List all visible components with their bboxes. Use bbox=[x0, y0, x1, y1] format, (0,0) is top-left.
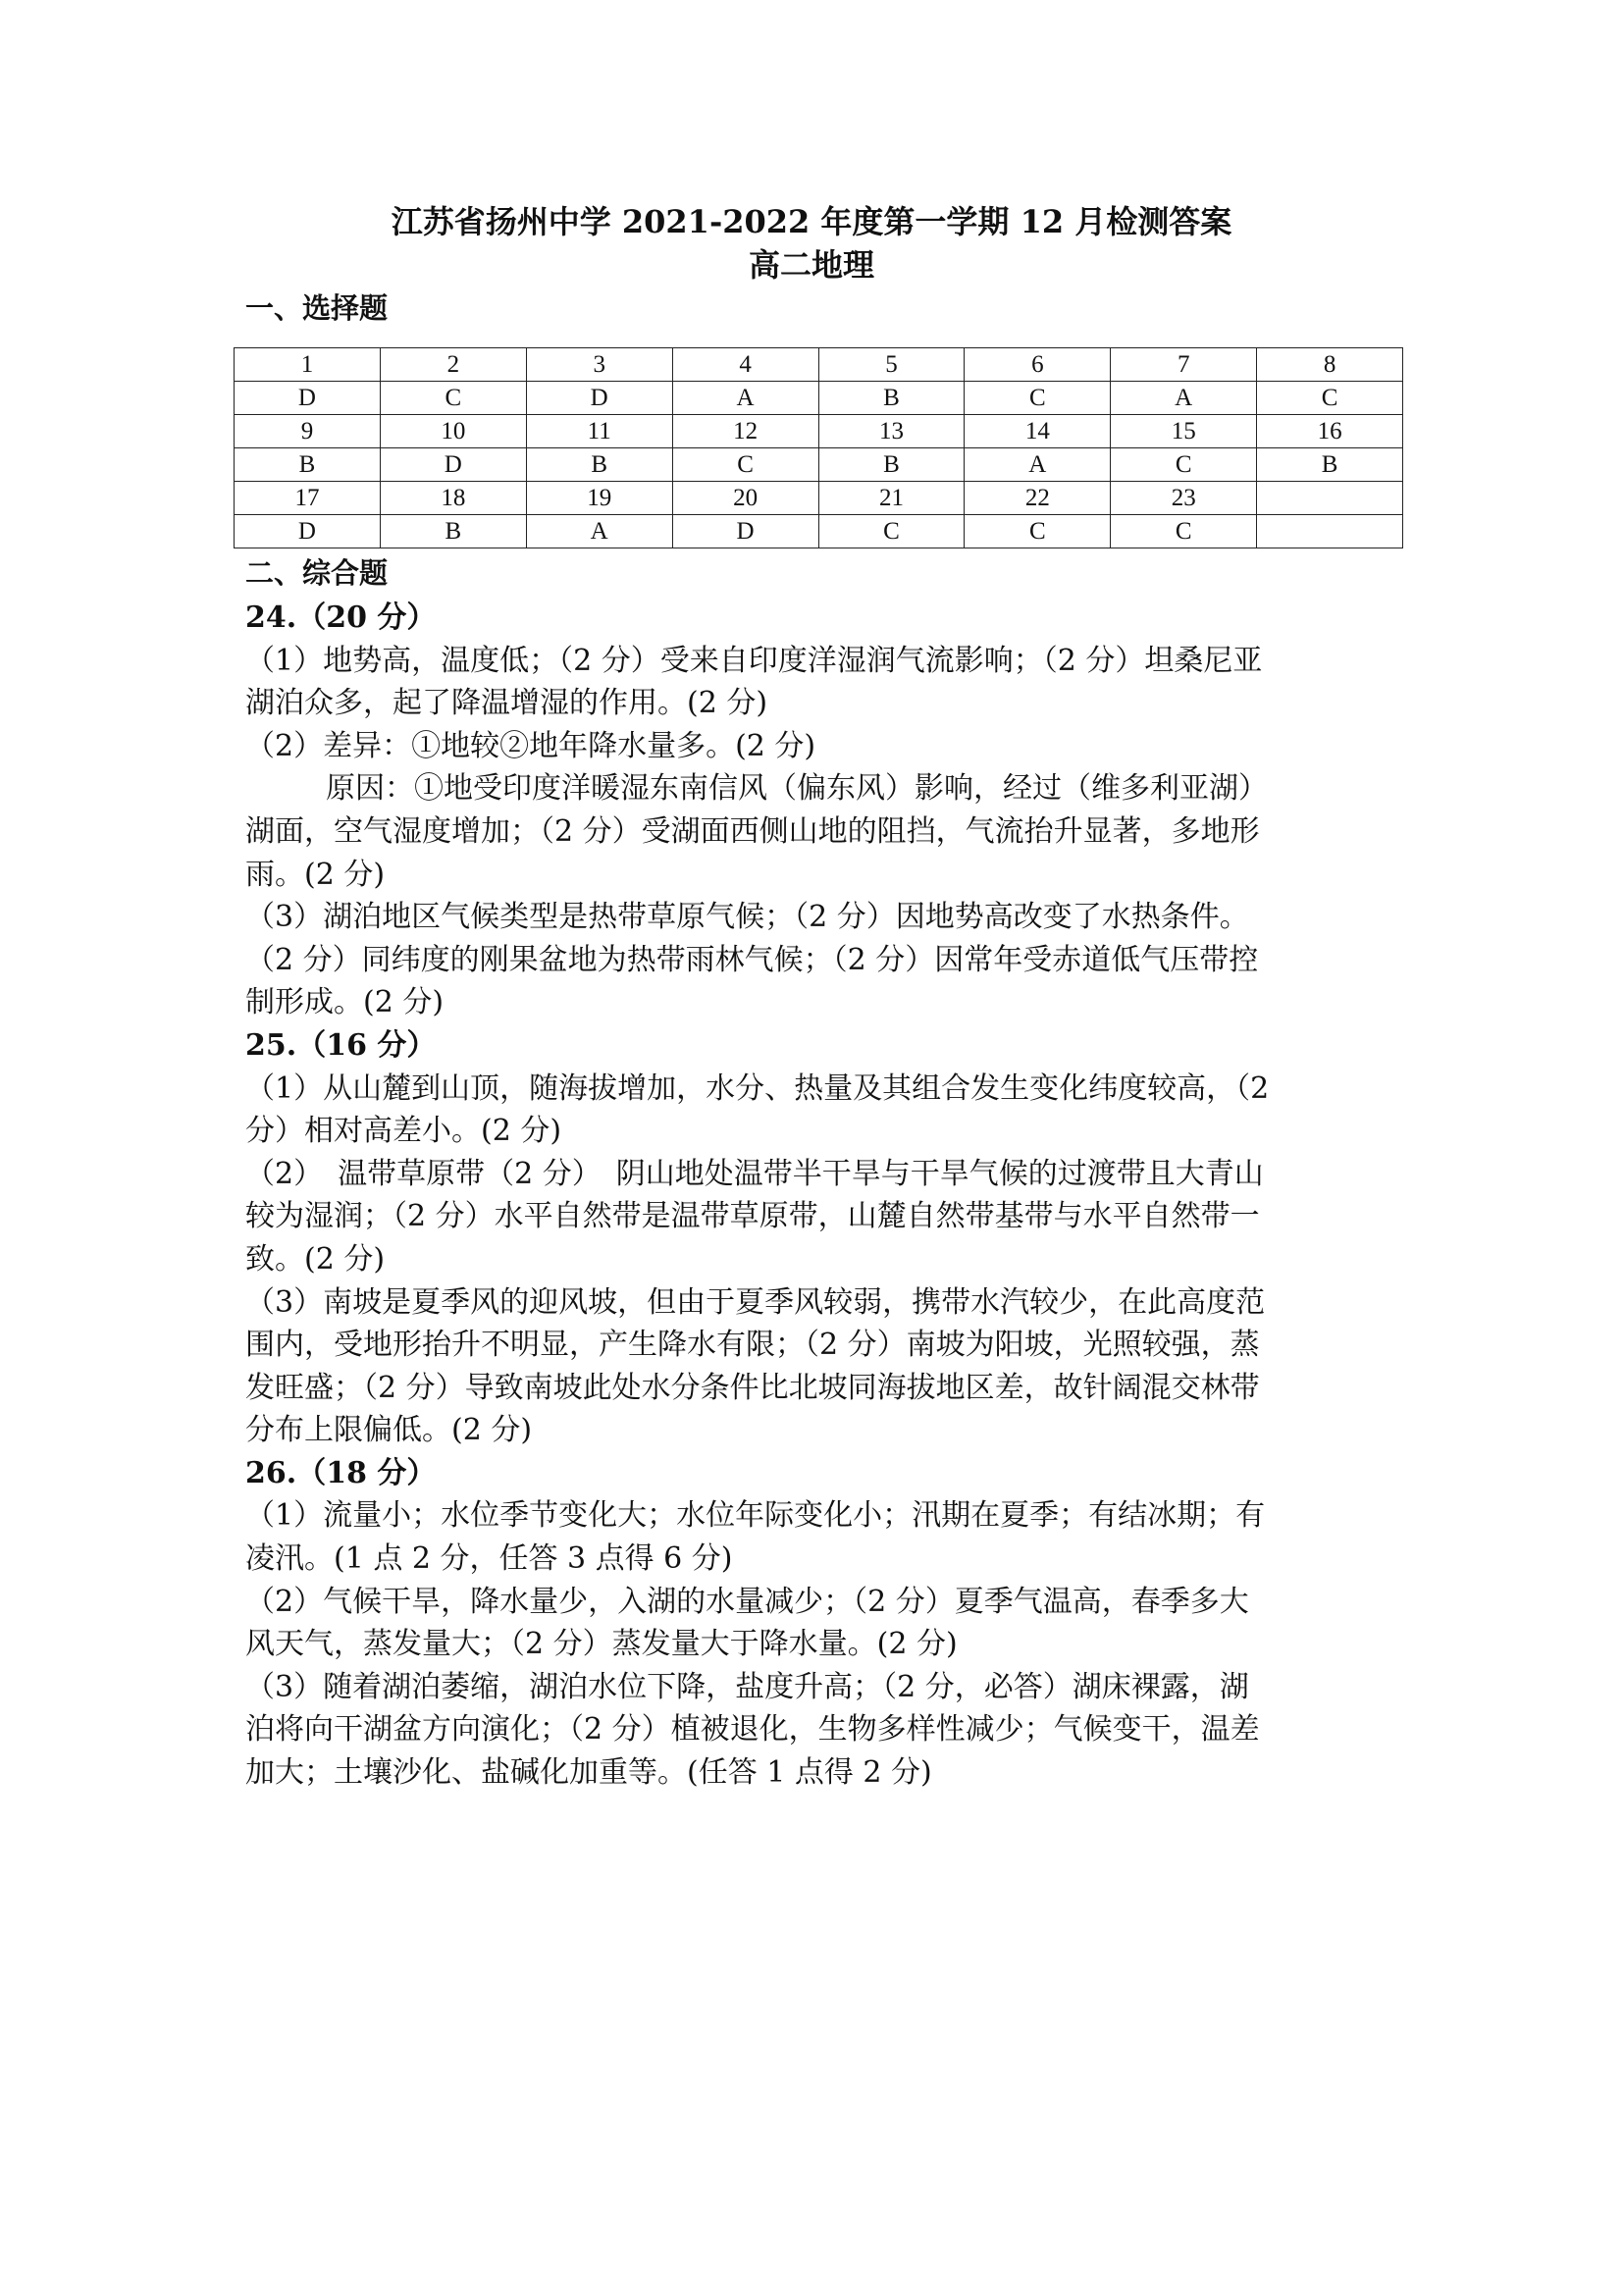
answer-letter-cell: A bbox=[965, 448, 1111, 482]
question-number-cell: 20 bbox=[672, 482, 818, 515]
answer-letter-cell: B bbox=[818, 382, 965, 415]
question-number-cell bbox=[1257, 482, 1403, 515]
question-heading: 24.（20 分） bbox=[245, 600, 437, 635]
question-number-cell: 3 bbox=[526, 348, 672, 382]
question-number-cell: 4 bbox=[672, 348, 818, 382]
answer-part-line: （2） 温带草原带（2 分） 阴山地处温带半干旱与干旱气候的过渡带且大青山 bbox=[245, 1156, 1264, 1191]
answer-letter-cell: A bbox=[1111, 382, 1257, 415]
answer-letter-cell: D bbox=[235, 515, 381, 548]
answer-continuation-line: 泊将向干湖盆方向演化；（2 分）植被退化，生物多样性减少；气候变干，温差 bbox=[245, 1712, 1260, 1748]
answer-letter-cell: B bbox=[818, 448, 965, 482]
question-number-cell: 15 bbox=[1111, 415, 1257, 448]
answer-continuation-line: 致。(2 分) bbox=[245, 1241, 386, 1277]
question-heading: 26.（18 分） bbox=[245, 1455, 437, 1490]
answer-part-line: （1）地势高，温度低；（2 分）受来自印度洋湿润气流影响；（2 分）坦桑尼亚 bbox=[245, 643, 1263, 678]
question-number-cell: 9 bbox=[235, 415, 381, 448]
question-heading: 25.（16 分） bbox=[245, 1027, 437, 1063]
answer-letter-cell: D bbox=[672, 515, 818, 548]
answer-letter-cell: A bbox=[672, 382, 818, 415]
answer-letter-cell: D bbox=[380, 448, 526, 482]
document-subtitle: 高二地理 bbox=[748, 246, 874, 284]
answer-continuation-line: 分布上限偏低。(2 分) bbox=[245, 1413, 533, 1448]
answer-continuation-line: 围内，受地形抬升不明显，产生降水有限；（2 分）南坡为阳坡，光照较强，蒸 bbox=[245, 1328, 1260, 1363]
answer-letter-row bbox=[235, 515, 1403, 548]
answer-letter-cell: C bbox=[1111, 448, 1257, 482]
answer-letter-cell: B bbox=[235, 448, 381, 482]
document-title: 江苏省扬州中学 2021-2022 年度第一学期 12 月检测答案 bbox=[391, 203, 1232, 240]
question-number-cell: 23 bbox=[1111, 482, 1257, 515]
answer-part-line: （2 分）同纬度的刚果盆地为热带雨林气候；（2 分）因常年受赤道低气压带控 bbox=[245, 942, 1259, 977]
answer-letter-cell: B bbox=[380, 515, 526, 548]
answer-part-line: （3）湖泊地区气候类型是热带草原气候；（2 分）因地势高改变了水热条件。 bbox=[245, 900, 1249, 935]
answer-part-line: （1）流量小；水位季节变化大；水位年际变化小；汛期在夏季；有结冰期；有 bbox=[245, 1498, 1266, 1534]
question-number-cell: 7 bbox=[1111, 348, 1257, 382]
question-number-cell: 13 bbox=[818, 415, 965, 448]
question-number-cell: 11 bbox=[526, 415, 672, 448]
answer-letter-cell: D bbox=[235, 382, 381, 415]
question-number-cell: 14 bbox=[965, 415, 1111, 448]
answer-letter-cell: C bbox=[1111, 515, 1257, 548]
question-number-cell: 1 bbox=[235, 348, 381, 382]
answer-continuation-line: 凌汛。(1 点 2 分，任答 3 点得 6 分) bbox=[245, 1541, 733, 1577]
question-number-cell: 12 bbox=[672, 415, 818, 448]
answer-letter-cell bbox=[1257, 515, 1403, 548]
question-number-cell: 17 bbox=[235, 482, 381, 515]
question-number-cell: 18 bbox=[380, 482, 526, 515]
answer-letter-cell: C bbox=[965, 515, 1111, 548]
answer-continuation-line: 发旺盛；（2 分）导致南坡此处水分条件比北坡同海拔地区差，故针阔混交林带 bbox=[245, 1370, 1260, 1405]
answer-key-table bbox=[234, 347, 1403, 548]
answer-part-line: （2）气候干旱，降水量少，入湖的水量减少；（2 分）夏季气温高，春季多大 bbox=[245, 1584, 1249, 1619]
answer-letter-row bbox=[235, 382, 1403, 415]
answer-part-line: （3）南坡是夏季风的迎风坡，但由于夏季风较弱，携带水汽较少，在此高度范 bbox=[245, 1284, 1266, 1320]
answer-part-line: （3）随着湖泊萎缩，湖泊水位下降，盐度升高；（2 分，必答）湖床裸露，湖 bbox=[245, 1669, 1249, 1704]
question-number-cell: 2 bbox=[380, 348, 526, 382]
answer-continuation-line: 制形成。(2 分) bbox=[245, 985, 445, 1020]
question-number-cell: 22 bbox=[965, 482, 1111, 515]
answer-continuation-line: 雨。(2 分) bbox=[245, 857, 386, 892]
question-number-row bbox=[235, 348, 1403, 382]
answer-letter-cell: C bbox=[818, 515, 965, 548]
question-number-cell: 8 bbox=[1257, 348, 1403, 382]
comprehensive-answers bbox=[245, 597, 1395, 1795]
answer-continuation-line: 分）相对高差小。(2 分) bbox=[245, 1114, 562, 1149]
answer-letter-cell: B bbox=[526, 448, 672, 482]
answer-letter-cell: C bbox=[380, 382, 526, 415]
answer-letter-cell: D bbox=[526, 382, 672, 415]
answer-letter-cell: B bbox=[1257, 448, 1403, 482]
question-number-cell: 5 bbox=[818, 348, 965, 382]
question-number-row bbox=[235, 482, 1403, 515]
answer-letter-cell: C bbox=[965, 382, 1111, 415]
answer-continuation-line: 加大；土壤沙化、盐碱化加重等。(任答 1 点得 2 分) bbox=[245, 1755, 932, 1791]
section-multiple-choice-heading: 一、选择题 bbox=[245, 291, 389, 325]
answer-letter-cell: C bbox=[1257, 382, 1403, 415]
answer-reason-line: 原因：①地受印度洋暖湿东南信风（偏东风）影响，经过（维多利亚湖） bbox=[326, 771, 1268, 807]
question-number-cell: 6 bbox=[965, 348, 1111, 382]
answer-letter-cell: A bbox=[526, 515, 672, 548]
answer-continuation-line: 风天气，蒸发量大；（2 分）蒸发量大于降水量。(2 分) bbox=[245, 1627, 958, 1662]
section-comprehensive-heading: 二、综合题 bbox=[245, 556, 389, 590]
answer-continuation-line: 湖面，空气湿度增加；（2 分）受湖面西侧山地的阻挡，气流抬升显著，多地形 bbox=[245, 813, 1260, 849]
answer-continuation-line: 较为湿润；（2 分）水平自然带是温带草原带，山麓自然带基带与水平自然带一 bbox=[245, 1199, 1260, 1234]
question-number-cell: 16 bbox=[1257, 415, 1403, 448]
question-number-row bbox=[235, 415, 1403, 448]
answer-continuation-line: 湖泊众多，起了降温增湿的作用。(2 分) bbox=[245, 686, 768, 721]
answer-letter-cell: C bbox=[672, 448, 818, 482]
question-number-cell: 21 bbox=[818, 482, 965, 515]
answer-letter-row bbox=[235, 448, 1403, 482]
question-number-cell: 19 bbox=[526, 482, 672, 515]
answer-part-line: （1）从山麓到山顶，随海拔增加，水分、热量及其组合发生变化纬度较高，（2 bbox=[245, 1070, 1270, 1106]
answer-part-line: （2）差异：①地较②地年降水量多。(2 分) bbox=[245, 728, 816, 763]
question-number-cell: 10 bbox=[380, 415, 526, 448]
